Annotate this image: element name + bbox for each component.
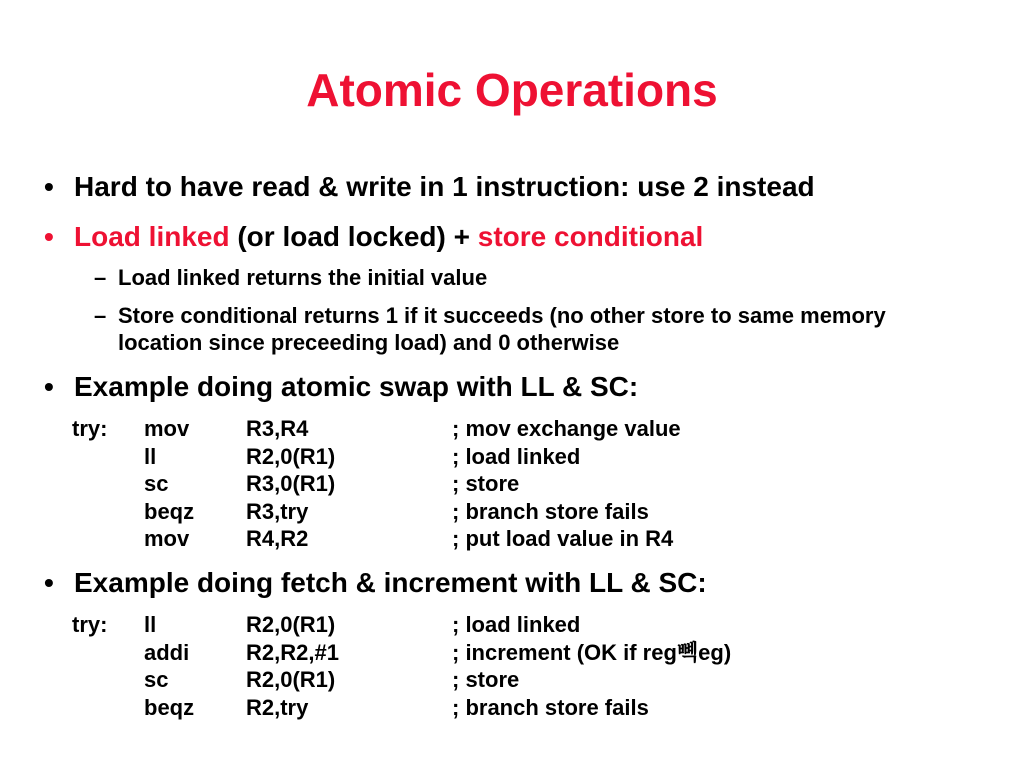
code-comment: ; mov exchange value bbox=[452, 416, 681, 441]
bullet-text: Example doing fetch & increment with LL & SC: bbox=[74, 567, 707, 598]
code-op: ll bbox=[144, 612, 157, 637]
code-args: R2,0(R1) bbox=[246, 612, 336, 637]
bullet-text-store-conditional: store conditional bbox=[477, 221, 704, 252]
code-args: R2,try bbox=[246, 694, 309, 720]
code-args: R2,0(R1) bbox=[246, 443, 336, 469]
code-args: R4,R2 bbox=[246, 526, 309, 551]
sub-bullet-text: Store conditional returns 1 if it succeeds (no other store to same memory location since preceeding load) and 0 otherwise bbox=[118, 303, 886, 355]
code-op: mov bbox=[144, 416, 190, 441]
sub-bullet-2 bbox=[94, 302, 918, 356]
bullet-text: Hard to have read & write in 1 instruction: use 2 instead bbox=[74, 171, 815, 202]
slide-title: Atomic Operations bbox=[306, 64, 718, 116]
sub-bullet-dash: – bbox=[94, 303, 107, 328]
code-comment: ; put load value in R4 bbox=[452, 526, 674, 551]
bullet-dot: • bbox=[44, 567, 54, 598]
bullet-2 bbox=[44, 220, 703, 254]
code-comment: ; increment (OK if reg뼥eg) bbox=[452, 639, 732, 665]
code-op: beqz bbox=[144, 498, 195, 524]
bullet-dot: • bbox=[44, 371, 54, 402]
sub-bullet-text: Load linked returns the initial value bbox=[118, 265, 488, 290]
code-label: try: bbox=[72, 612, 108, 637]
bullet-dot: • bbox=[44, 221, 54, 252]
code-op: ll bbox=[144, 443, 157, 469]
bullet-dot: • bbox=[44, 171, 54, 202]
code-comment: ; store bbox=[452, 667, 520, 692]
code-op: sc bbox=[144, 667, 169, 692]
code-comment: ; store bbox=[452, 471, 520, 496]
code-op: sc bbox=[144, 471, 169, 496]
code-args: R2,R2,#1 bbox=[246, 639, 339, 665]
code-label: try: bbox=[72, 416, 108, 441]
sub-bullet-1 bbox=[94, 264, 918, 291]
code-args: R2,0(R1) bbox=[246, 667, 336, 692]
bullet-3 bbox=[44, 370, 638, 404]
code-comment: ; load linked bbox=[452, 443, 581, 469]
code-op: addi bbox=[144, 639, 190, 665]
bullet-text: Example doing atomic swap with LL & SC: bbox=[74, 371, 639, 402]
bullet-1 bbox=[44, 170, 815, 204]
code-comment: ; branch store fails bbox=[452, 498, 649, 524]
code-comment: ; load linked bbox=[452, 612, 581, 637]
code-op: beqz bbox=[144, 694, 195, 720]
code-op: mov bbox=[144, 526, 190, 551]
bullet-text-middle: (or load locked) + bbox=[229, 221, 478, 252]
code-args: R3,0(R1) bbox=[246, 471, 336, 496]
bullet-4 bbox=[44, 566, 707, 600]
code-args: R3,try bbox=[246, 498, 309, 524]
sub-bullet-dash: – bbox=[94, 265, 107, 290]
code-args: R3,R4 bbox=[246, 416, 309, 441]
bullet-text-load-linked: Load linked bbox=[74, 221, 230, 252]
code-comment: ; branch store fails bbox=[452, 694, 649, 720]
